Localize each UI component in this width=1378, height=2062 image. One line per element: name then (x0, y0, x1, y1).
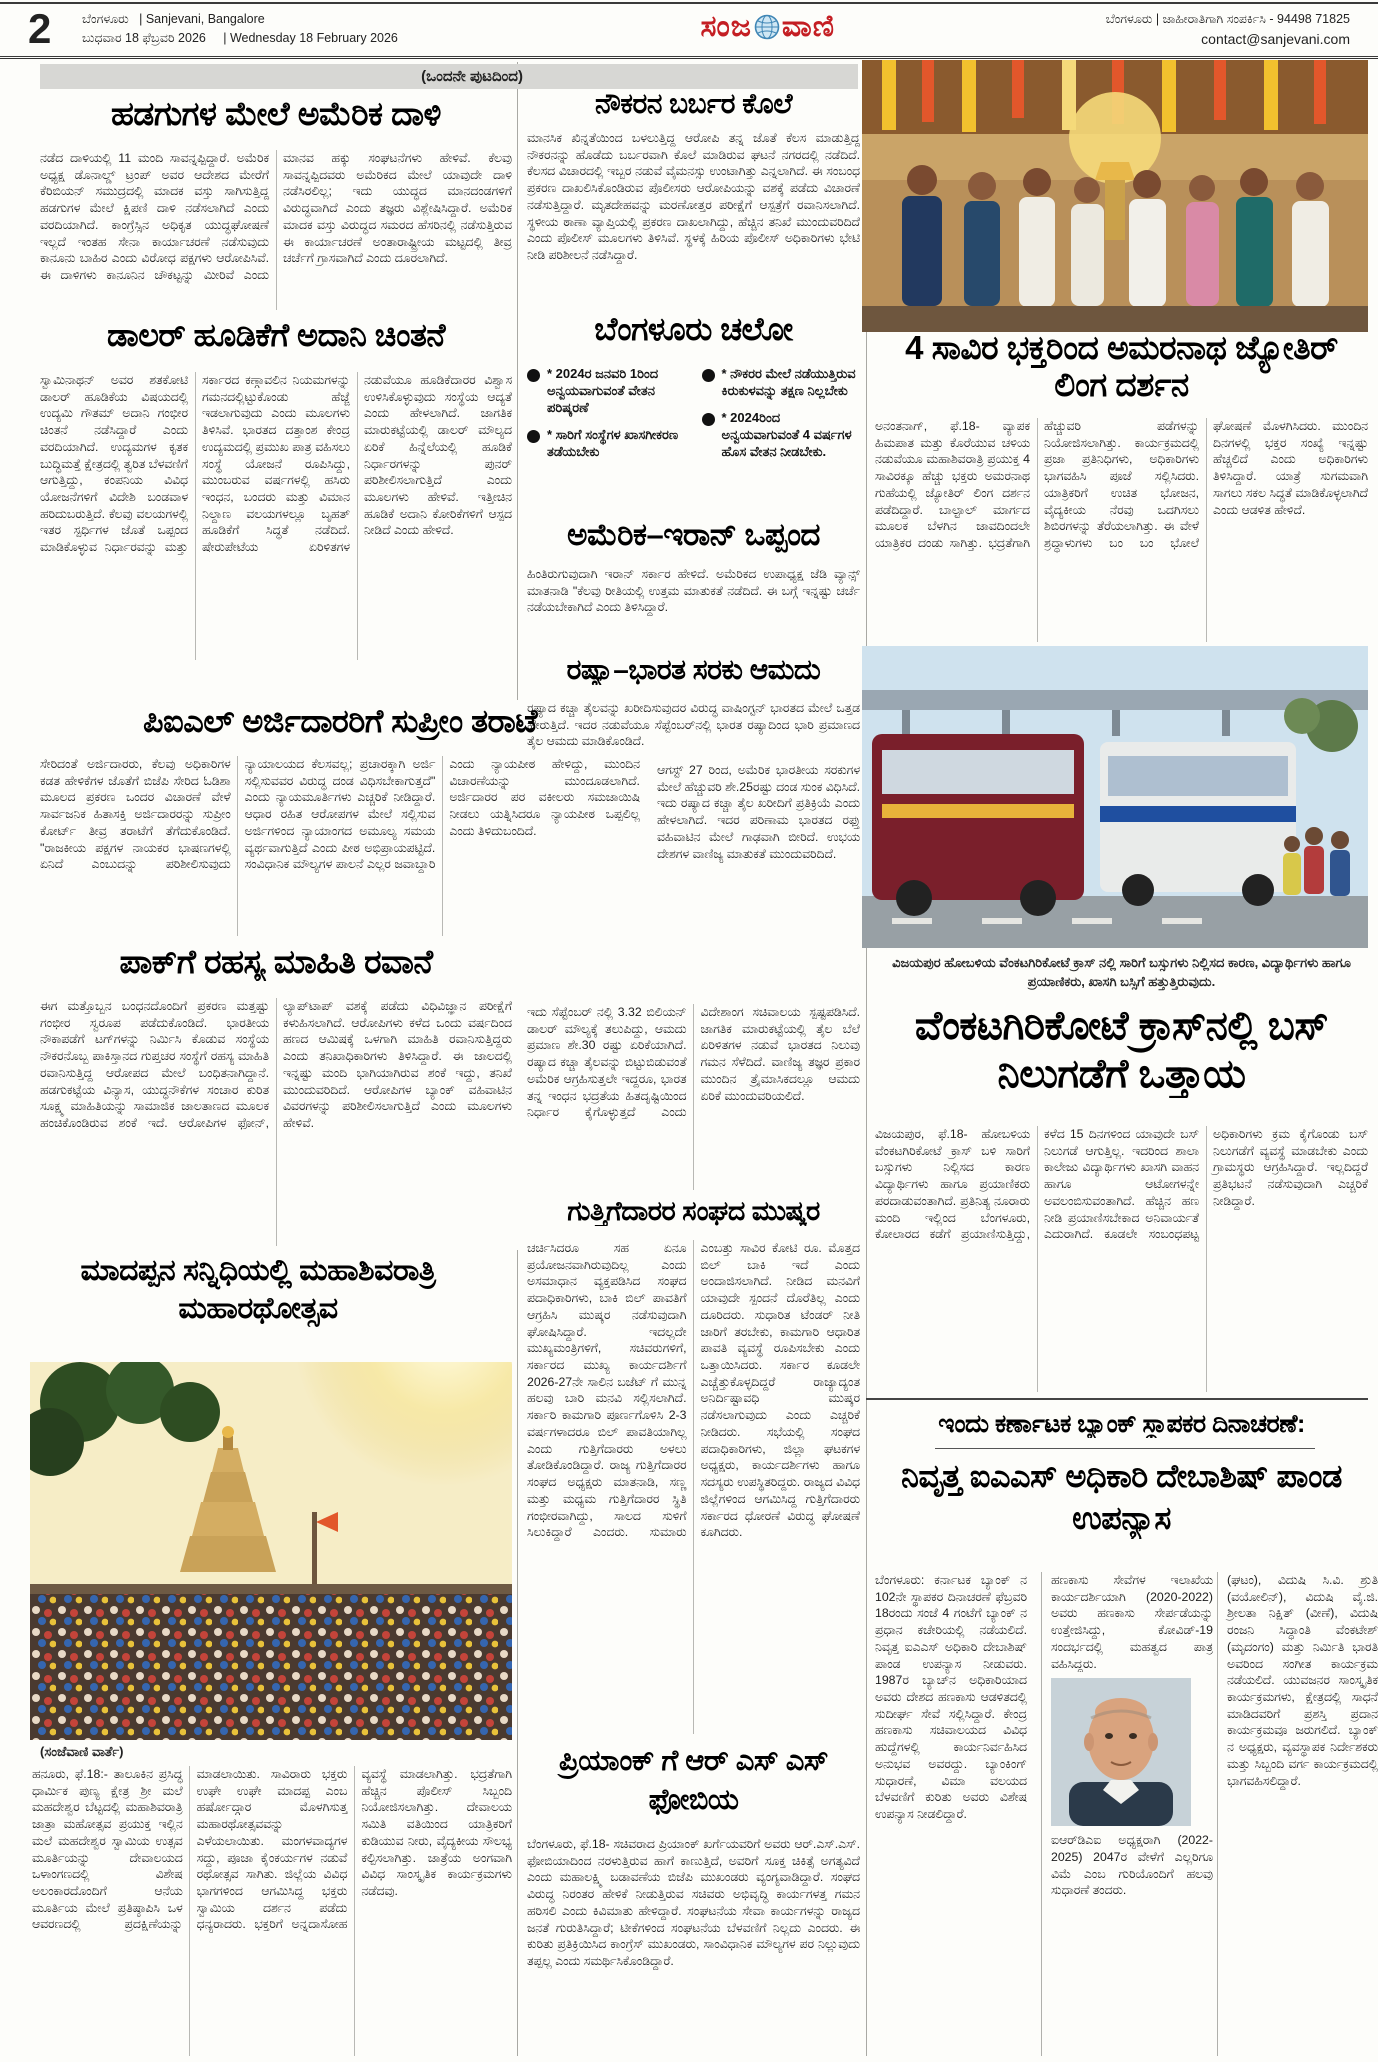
headline-amarnath: 4 ಸಾವಿರ ಭಕ್ತರಿಂದ ಅಮರನಾಥ ಜ್ಯೋತಿರ್ ಲಿಂಗ ದರ್ಶನ (905, 330, 1338, 403)
contact-info (990, 10, 1350, 50)
contact-email: contact@sanjevani.com (1201, 30, 1350, 47)
bank-col-3: (ಘಟಂ), ವಿದುಷಿ ಸಿ.ವಿ. ಶ್ರುತಿ (ವಯೋಲಿನ್), ವಿದುಷಿ ವೈ.ಜಿ. ಶ್ರೀಲತಾ ನಿಕ್ಷಿತ್ (ವೀಣೆ), ವಿದುಷಿ ರಂಜನಿ ಸಿದ್ಧಾಂತಿ ವೆಂಕಟೇಶ್ (ಮೃದಂಗಂ) ಮತ್ತು ನಿರ್ಮಿತಿ ಭಾರತಿ ಅವರಿಂದ ಸಂಗೀತ ಕಾರ್ಯಕ್ರಮ ನಡೆಯಲಿದೆ. ಯುವಜನರ ಸಾಂಸ್ಕೃತಿಕ ಕಾರ್ಯಕ್ರಮಗಳು, ಕ್ಷೇತ್ರದಲ್ಲಿ ಸಾಧನೆ ಮಾಡಿದವರಿಗೆ ಪ್ರಶಸ್ತಿ ಪ್ರದಾನ ಕಾರ್ಯಕ್ರಮವೂ ಜರುಗಲಿದೆ. ಬ್ಯಾಂಕ್ ನ ಅಧ್ಯಕ್ಷರು, ವ್ಯವಸ್ಥಾಪಕ ನಿರ್ದೇಶಕರು ಮತ್ತು ಸಿಬ್ಬಂದಿ ವರ್ಗ ಕಾರ್ಯಕ್ರಮದಲ್ಲಿ ಭಾಗವಹಿಸಲಿದ್ದಾರೆ. (1217, 1572, 1378, 2056)
body-russia-col-b: ಇದು ಸೆಪ್ಟೆಂಬರ್ ನಲ್ಲಿ 3.32 ಬಿಲಿಯನ್ ಡಾಲರ್ ಮೌಲ್ಯಕ್ಕೆ ತಲುಪಿದ್ದು, ಆಮದು ಪ್ರಮಾಣ ಶೇ.30 ರಷ್ಟು ಏರಿಕೆಯಾಗಿದೆ. ರಷ್ಯಾದ ಕಚ್ಚಾ ತೈಲವನ್ನು ಬಿಟ್ಟುಬಿಡುವಂತೆ ಅಮೆರಿಕ ಆಗ್ರಹಿಸುತ್ತಲೇ ಇದ್ದರೂ, ಭಾರತ ತನ್ನ ಇಂಧನ ಭದ್ರತೆಯ ಹಿತದೃಷ್ಟಿಯಿಂದ ನಿರ್ಧಾರ ಕೈಗೊಳ್ಳುತ್ತದೆ ಎಂದು ವಿದೇಶಾಂಗ ಸಚಿವಾಲಯ ಸ್ಪಷ್ಟಪಡಿಸಿದೆ. ಜಾಗತಿಕ ಮಾರುಕಟ್ಟೆಯಲ್ಲಿ ತೈಲ ಬೆಲೆ ಏರಿಳಿತಗಳ ನಡುವೆ ಭಾರತದ ನಿಲುವು ಗಮನ ಸೆಳೆದಿದೆ. ವಾಣಿಜ್ಯ ತಜ್ಞರ ಪ್ರಕಾರ ಮುಂದಿನ ತ್ರೈಮಾಸಿಕದಲ್ಲೂ ಆಮದು ಏರಿಕೆ ಮುಂದುವರಿಯಲಿದೆ. (527, 1005, 860, 1120)
body-pil: ಸೇರಿದಂತೆ ಅರ್ಜಿದಾರರು, ಕೆಲವು ಅಧಿಕಾರಿಗಳ ಕಡತ ಹೇಳಿಕೆಗಳ ಜೊತೆಗೆ ಬಿಜೆಪಿ ಸೇರಿದ ಓಡಿಶಾ ಮೂಲದ ಪ್ರಕರಣ ಒಂದರ ವಿಚಾರಣೆ ವೇಳೆ ಸಾರ್ವಜನಿಕ ಹಿತಾಸಕ್ತಿ ಅರ್ಜಿದಾರರನ್ನು ಸುಪ್ರೀಂ ಕೋರ್ಟ್ ತೀವ್ರ ತರಾಟೆಗೆ ತೆಗೆದುಕೊಂಡಿದೆ. "ರಾಜಕೀಯ ಪಕ್ಷಗಳ ನಾಯಕರ ಭಾಷಣಗಳಲ್ಲಿ ಏನಿದೆ ಎಂಬುದನ್ನು ಪರಿಶೀಲಿಸುವುದು ನ್ಯಾಯಾಲಯದ ಕೆಲಸವಲ್ಲ; ಪ್ರಚಾರಕ್ಕಾಗಿ ಅರ್ಜಿ ಸಲ್ಲಿಸುವವರ ವಿರುದ್ಧ ದಂಡ ವಿಧಿಸಬೇಕಾಗುತ್ತದೆ" ಎಂದು ನ್ಯಾಯಮೂರ್ತಿಗಳು ಎಚ್ಚರಿಕೆ ನೀಡಿದ್ದಾರೆ. ಆಧಾರ ರಹಿತ ಆರೋಪಗಳ ಮೇಲೆ ಸಲ್ಲಿಸುವ ಅರ್ಜಿಗಳಿಂದ ನ್ಯಾಯಾಂಗದ ಅಮೂಲ್ಯ ಸಮಯ ವ್ಯರ್ಥವಾಗುತ್ತಿದೆ ಎಂದು ಪೀಠ ಅಭಿಪ್ರಾಯಪಟ್ಟಿದೆ. ಸಂವಿಧಾನಿಕ ಮೌಲ್ಯಗಳ ಪಾಲನೆ ಎಲ್ಲರ ಜವಾಬ್ದಾರಿ ಎಂದು ನ್ಯಾಯಪೀಠ ಹೇಳಿದ್ದು, ಮುಂದಿನ ವಿಚಾರಣೆಯನ್ನು ಮುಂದೂಡಲಾಗಿದೆ. ಅರ್ಜಿದಾರರ ಪರ ವಕೀಲರು ಸಮಜಾಯಿಷಿ ನೀಡಲು ಯತ್ನಿಸಿದರೂ ನ್ಯಾಯಪೀಠ ಒಪ್ಪಲಿಲ್ಲ ಎಂದು ತಿಳಿದುಬಂದಿದೆ. (40, 757, 640, 872)
headline-pak-secret: ಪಾಕ್‌ಗೆ ರಹಸ್ಯ ಮಾಹಿತಿ ರವಾನೆ (119, 944, 433, 980)
bullet-icon (527, 369, 540, 382)
body-adani: ಸ್ವಾಮಿನಾಥನ್ ಅವರ ಶತಕೋಟಿ ಡಾಲರ್ ಹೂಡಿಕೆಯ ವಿಷಯದಲ್ಲಿ ಉದ್ಯಮಿ ಗೌತಮ್ ಅದಾನಿ ಗಂಭೀರ ಚಿಂತನೆ ನಡೆಸಿದ್ದಾರೆ ಎಂದು ವರದಿಯಾಗಿದೆ. ಉದ್ಯಮಗಳ ಕೃತಕ ಬುದ್ಧಿಮತ್ತೆ ಕ್ಷೇತ್ರದಲ್ಲಿ ತ್ವರಿತ ಬೆಳವಣಿಗೆ ಆಗುತ್ತಿದ್ದು, ಕಂಪನಿಯ ವಿವಿಧ ಯೋಜನೆಗಳಿಗೆ ವಿದೇಶಿ ಬಂಡವಾಳ ಹರಿದುಬರುತ್ತಿದೆ. ಕೆಲವು ವಲಯಗಳಲ್ಲಿ ಇತರ ಸ್ಪರ್ಧಿಗಳ ಜೊತೆ ಒಪ್ಪಂದ ಮಾಡಿಕೊಳ್ಳುವ ನಿರ್ಧಾರವನ್ನು ಮತ್ತು ಸರ್ಕಾರದ ಕಣ್ಗಾವಲಿನ ನಿಯಮಗಳನ್ನು ಗಮನದಲ್ಲಿಟ್ಟುಕೊಂಡು ಹೆಜ್ಜೆ ಇಡಲಾಗುವುದು ಎಂದು ಮೂಲಗಳು ತಿಳಿಸಿವೆ. ಭಾರತದ ದತ್ತಾಂಶ ಕೇಂದ್ರ ಉದ್ಯಮದಲ್ಲಿ ಪ್ರಮುಖ ಪಾತ್ರ ವಹಿಸಲು ಸಂಸ್ಥೆ ಯೋಜನೆ ರೂಪಿಸಿದ್ದು, ಮುಂಬರುವ ವರ್ಷಗಳಲ್ಲಿ ಹಸಿರು ಇಂಧನ, ಬಂದರು ಮತ್ತು ವಿಮಾನ ನಿಲ್ದಾಣ ವಲಯಗಳಲ್ಲೂ ಬೃಹತ್ ಹೂಡಿಕೆಗೆ ಸಿದ್ಧತೆ ನಡೆದಿದೆ. ಷೇರುಪೇಟೆಯ ಏರಿಳಿತಗಳ ನಡುವೆಯೂ ಹೂಡಿಕೆದಾರರ ವಿಶ್ವಾಸ ಉಳಿಸಿಕೊಳ್ಳುವುದು ಸಂಸ್ಥೆಯ ಆದ್ಯತೆ ಎಂದು ಹೇಳಲಾಗಿದೆ. ಜಾಗತಿಕ ಮಾರುಕಟ್ಟೆಯಲ್ಲಿ ಡಾಲರ್ ಮೌಲ್ಯದ ಏರಿಕೆ ಹಿನ್ನೆಲೆಯಲ್ಲಿ ಹೂಡಿಕೆ ನಿರ್ಧಾರಗಳನ್ನು ಪುನರ್ ಪರಿಶೀಲಿಸಲಾಗುತ್ತಿದೆ ಎಂದು ಮೂಲಗಳು ಹೇಳಿವೆ. ಇತ್ತೀಚಿನ ಹೂಡಿಕೆ ಅದಾನಿ ಕೋರಿಕೆಗಳಿಗೆ ಆಸ್ಪದ ನೀಡಿದೆ ಎಂದು ಹೇಳಿದೆ. (40, 373, 512, 555)
list-item: * 2024ರ ಜನವರಿ 1ರಿಂದ ಅನ್ವಯವಾಗುವಂತೆ ವೇತನ ಪರಿಷ್ಕರಣೆ (527, 366, 686, 417)
bank-article-columns (875, 1572, 1378, 2056)
headline-contractors-strike: ಗುತ್ತಿಗೆದಾರರ ಸಂಘದ ಮುಷ್ಕರ (567, 1196, 820, 1226)
headline-venkatagirikote: ವೆಂಕಟಗಿರಿಕೋಟೆ ಕ್ರಾಸ್‌ನಲ್ಲಿ ಬಸ್ ನಿಲುಗಡೆಗೆ ಒತ್ತಾಯ (914, 1004, 1329, 1096)
portrait-photo (1051, 1678, 1191, 1826)
bank-section-rule (866, 1398, 1368, 1400)
edition-info (82, 10, 502, 48)
column-rule-left-bottom (517, 1250, 518, 2056)
bank-col-1: ಬೆಂಗಳೂರು: ಕರ್ನಾಟಕ ಬ್ಯಾಂಕ್ ನ 102ನೇ ಸ್ಥಾಪಕರ ದಿನಾಚರಣೆ ಫೆಬ್ರವರಿ 18ರಂದು ಸಂಜೆ 4 ಗಂಟೆಗೆ ಬ್ಯಾಂಕ್ ನ ಪ್ರಧಾನ ಕಚೇರಿಯಲ್ಲಿ ನಡೆಯಲಿದೆ. ನಿವೃತ್ತ ಐಎಎಸ್ ಅಧಿಕಾರಿ ದೇಬಾಶಿಷ್ ಪಾಂಡ ಉಪನ್ಯಾಸ ನೀಡುವರು. 1987ರ ಬ್ಯಾಚ್‌ನ ಅಧಿಕಾರಿಯಾದ ಅವರು ದೇಶದ ಹಣಕಾಸು ಆಡಳಿತದಲ್ಲಿ ಸುದೀರ್ಘ ಸೇವೆ ಸಲ್ಲಿಸಿದ್ದಾರೆ. ಕೇಂದ್ರ ಹಣಕಾಸು ಸಚಿವಾಲಯದ ವಿವಿಧ ಹುದ್ದೆಗಳಲ್ಲಿ ಕಾರ್ಯನಿರ್ವಹಿಸಿದ ಅನುಭವ ಅವರದ್ದು. ಬ್ಯಾಂಕಿಂಗ್ ಸುಧಾರಣೆ, ವಿಮಾ ವಲಯದ ಬೆಳವಣಿಗೆ ಕುರಿತು ಅವರು ವಿಶೇಷ ಉಪನ್ಯಾಸ ನೀಡಲಿದ್ದಾರೆ. (875, 1573, 1027, 1822)
edition-city: ಬೆಂಗಳೂರು (82, 12, 129, 26)
body-russia-col-a: ಆಗಸ್ಟ್ 27 ರಿಂದ, ಅಮೆರಿಕ ಭಾರತೀಯ ಸರಕುಗಳ ಮೇಲೆ ಹೆಚ್ಚುವರಿ ಶೇ.25ರಷ್ಟು ದಂಡ ಸುಂಕ ವಿಧಿಸಿದೆ. ಇದು ರಷ್ಯಾದ ಕಚ್ಚಾ ತೈಲ ಖರೀದಿಗೆ ಪ್ರತಿಕ್ರಿಯೆ ಎಂದು ಹೇಳಲಾಗಿದೆ. ಇದರ ಪರಿಣಾಮ ಭಾರತದ ರಫ್ತು ವಹಿವಾಟಿನ ಮೇಲೆ ಗಾಢವಾಗಿ ಬೀರಿದೆ. ಉಭಯ ದೇಶಗಳ ವಾಣಿಜ್ಯ ಮಾತುಕತೆ ಮುಂದುವರಿದಿದೆ. (657, 763, 860, 861)
body-murder: ಮಾನಸಿಕ ಖಿನ್ನತೆಯಿಂದ ಬಳಲುತ್ತಿದ್ದ ಆರೋಪಿ ತನ್ನ ಜೊತೆ ಕೆಲಸ ಮಾಡುತ್ತಿದ್ದ ನೌಕರನನ್ನು ಹೊಡೆದು ಬರ್ಬರವಾಗಿ ಕೊಲೆ ಮಾಡಿರುವ ಘಟನೆ ನಗರದಲ್ಲಿ ನಡೆದಿದೆ. ಕೆಲಸದ ವಿಚಾರದಲ್ಲಿ ಇಬ್ಬರ ನಡುವೆ ವೈಮನಸ್ಸು ಉಂಟಾಗಿತ್ತು ಎನ್ನಲಾಗಿದೆ. ಈ ಸಂಬಂಧ ಪ್ರಕರಣ ದಾಖಲಿಸಿಕೊಂಡಿರುವ ಪೊಲೀಸರು ಆರೋಪಿಯನ್ನು ವಶಕ್ಕೆ ಪಡೆದು ವಿಚಾರಣೆ ನಡೆಸುತ್ತಿದ್ದಾರೆ. ಮೃತದೇಹವನ್ನು ಮರಣೋತ್ತರ ಪರೀಕ್ಷೆಗೆ ಆಸ್ಪತ್ರೆಗೆ ರವಾನಿಸಲಾಗಿದೆ. ಸ್ಥಳೀಯ ಠಾಣಾ ವ್ಯಾಪ್ತಿಯಲ್ಲಿ ಪ್ರಕರಣ ದಾಖಲಾಗಿದ್ದು, ಹೆಚ್ಚಿನ ತನಿಖೆ ಮುಂದುವರಿದಿದೆ ಎಂದು ಪೊಲೀಸ್ ಮೂಲಗಳು ತಿಳಿಸಿವೆ. ಸ್ಥಳಕ್ಕೆ ಹಿರಿಯ ಪೊಲೀಸ್ ಅಧಿಕಾರಿಗಳು ಭೇಟಿ ನೀಡಿ ಪರಿಶೀಲನೆ ನಡೆಸಿದ್ದಾರೆ. (527, 131, 860, 263)
date-english: | Wednesday 18 February 2026 (223, 30, 398, 45)
list-item: * 2024ರಿಂದ ಅನ್ವಯವಾಗುವಂತೆ 4 ವರ್ಷಗಳ ಹೊಸ ವೇತನ ನೀಡಬೇಕು. (702, 410, 861, 461)
header-double-rule (0, 58, 1378, 59)
continued-from-bar (40, 64, 858, 89)
bank-kicker-underline (935, 1448, 1315, 1449)
column-rule-left-top (517, 62, 518, 700)
bullet-icon (702, 369, 715, 382)
bullet-icon (527, 430, 540, 443)
list-item: * ನೌಕರರ ಮೇಲೆ ನಡೆಯುತ್ತಿರುವ ಕಿರುಕುಳವನ್ನು ತಕ್ಷಣ ನಿಲ್ಲಬೇಕು (702, 366, 861, 400)
body-amarnath: ಅನಂತನಾಗ್, ಫೆ.18- ವ್ಯಾಪಕ ಹಿಮಪಾತ ಮತ್ತು ಕೊರೆಯುವ ಚಳಿಯ ನಡುವೆಯೂ ಮಹಾಶಿವರಾತ್ರಿ ಪ್ರಯುಕ್ತ 4 ಸಾವಿರಕ್ಕೂ ಹೆಚ್ಚು ಭಕ್ತರು ಅಮರನಾಥ ಗುಹೆಯಲ್ಲಿ ಜ್ಯೋತಿರ್ ಲಿಂಗ ದರ್ಶನ ಪಡೆದಿದ್ದಾರೆ. ಬಾಲ್ಟಾಲ್ ಮಾರ್ಗದ ಮೂಲಕ ಬೆಳಗಿನ ಜಾವದಿಂದಲೇ ಯಾತ್ರಿಕರ ದಂಡು ಸಾಗಿತ್ತು. ಭದ್ರತೆಗಾಗಿ ಹೆಚ್ಚುವರಿ ಪಡೆಗಳನ್ನು ನಿಯೋಜಿಸಲಾಗಿತ್ತು. ಕಾರ್ಯಕ್ರಮದಲ್ಲಿ ಪ್ರಜಾ ಪ್ರತಿನಿಧಿಗಳು, ಅಧಿಕಾರಿಗಳು ಭಾಗವಹಿಸಿ ಪೂಜೆ ಸಲ್ಲಿಸಿದರು. ಯಾತ್ರಿಕರಿಗೆ ಉಚಿತ ಭೋಜನ, ವೈದ್ಯಕೀಯ ನೆರವು ಒದಗಿಸಲು ಶಿಬಿರಗಳನ್ನು ತೆರೆಯಲಾಗಿತ್ತು. ಈ ವೇಳೆ ಶ್ರದ್ಧಾಳುಗಳು ಬಂ ಬಂ ಭೋಲೆ ಘೋಷಣೆ ಮೊಳಗಿಸಿದರು. ಮುಂದಿನ ದಿನಗಳಲ್ಲಿ ಭಕ್ತರ ಸಂಖ್ಯೆ ಇನ್ನಷ್ಟು ಹೆಚ್ಚಲಿದೆ ಎಂದು ಅಧಿಕಾರಿಗಳು ತಿಳಿಸಿದ್ದಾರೆ. ಯಾತ್ರೆ ಸುಗಮವಾಗಿ ಸಾಗಲು ಸಕಲ ಸಿದ್ಧತೆ ಮಾಡಿಕೊಳ್ಳಲಾಗಿದೆ ಎಂದು ಆಡಳಿತ ಹೇಳಿದೆ. (875, 419, 1368, 551)
bus-photo-caption: ವಿಜಯಪುರ ಹೋಬಳಿಯ ವೆಂಕಟಗಿರಿಕೋಟೆ ಕ್ರಾಸ್ ನಲ್ಲಿ ಸಾರಿಗೆ ಬಸ್ಸುಗಳು ನಿಲ್ಲಿಸದ ಕಾರಣ, ವಿದ್ಯಾರ್ಥಿಗಳು ಹಾಗೂ ಪ್ರಯಾಣಿಕರು, ಖಾಸಗಿ ಬಸ್ಸಿಗೆ ಹತ್ತುತ್ತಿರುವುದು. (892, 955, 1351, 989)
bullet-icon (702, 413, 715, 426)
headline-madappa: ಮಾದಪ್ಪನ ಸನ್ನಿಧಿಯಲ್ಲಿ ಮಹಾಶಿವರಾತ್ರಿ ಮಹಾರಥೋತ್ಸವ (80, 1254, 436, 1325)
headline-us-attack: ಹಡಗುಗಳ ಮೇಲೆ ಅಮೆರಿಕ ದಾಳಿ (110, 96, 442, 132)
body-madappa: ಹನೂರು, ಫೆ.18:- ತಾಲೂಕಿನ ಪ್ರಸಿದ್ಧ ಧಾರ್ಮಿಕ ಪುಣ್ಯ ಕ್ಷೇತ್ರ ಶ್ರೀ ಮಲೆ ಮಹದೇಶ್ವರ ಬೆಟ್ಟದಲ್ಲಿ ಮಹಾಶಿವರಾತ್ರಿ ಜಾತ್ರಾ ಮಹೋತ್ಸವ ಪ್ರಯುಕ್ತ ಇಲ್ಲಿನ ಮಲೆ ಮಹದೇಶ್ವರ ಸ್ವಾಮಿಯ ಉತ್ಸವ ಮೂರ್ತಿಯನ್ನು ದೇವಾಲಯದ ಒಳಾಂಗಣದಲ್ಲಿ ವಿಶೇಷ ಅಲಂಕಾರದೊಂದಿಗೆ ಆನೆಯ ಮೂರ್ತಿಯ ಮೇಲೆ ಪ್ರತಿಷ್ಠಾಪಿಸಿ ಒಳ ಆವರಣದಲ್ಲಿ ಪ್ರದಕ್ಷಿಣೆಯನ್ನು ಮಾಡಲಾಯಿತು. ಸಾವಿರಾರು ಭಕ್ತರು ಉಘೇ ಉಘೇ ಮಾದಪ್ಪ ಎಂಬ ಹರ್ಷೋದ್ಗಾರ ಮೊಳಗಿಸುತ್ತ ಮಹಾರಥೋತ್ಸವವನ್ನು ಎಳೆಯಲಾಯಿತು. ಮಂಗಳವಾದ್ಯಗಳ ಸದ್ದು, ಪೂಜಾ ಕೈಂಕರ್ಯಗಳ ನಡುವೆ ರಥೋತ್ಸವ ಸಾಗಿತು. ಜಿಲ್ಲೆಯ ವಿವಿಧ ಭಾಗಗಳಿಂದ ಆಗಮಿಸಿದ್ದ ಭಕ್ತರು ಸ್ವಾಮಿಯ ದರ್ಶನ ಪಡೆದು ಧನ್ಯರಾದರು. ಭಕ್ತರಿಗೆ ಅನ್ನದಾಸೋಹ ವ್ಯವಸ್ಥೆ ಮಾಡಲಾಗಿತ್ತು. ಭದ್ರತೆಗಾಗಿ ಹೆಚ್ಚಿನ ಪೊಲೀಸ್ ಸಿಬ್ಬಂದಿ ನಿಯೋಜಿಸಲಾಗಿತ್ತು. ದೇವಾಲಯ ಸಮಿತಿ ವತಿಯಿಂದ ಯಾತ್ರಿಕರಿಗೆ ಕುಡಿಯುವ ನೀರು, ವೈದ್ಯಕೀಯ ಸೌಲಭ್ಯ ಕಲ್ಪಿಸಲಾಗಿತ್ತು. ಜಾತ್ರೆಯ ಅಂಗವಾಗಿ ವಿವಿಧ ಸಾಂಸ್ಕೃತಿಕ ಕಾರ್ಯಕ್ರಮಗಳು ನಡೆದವು. (32, 1767, 512, 1932)
headline-pil: ಪಿಐಎಲ್ ಅರ್ಜಿದಾರರಿಗೆ ಸುಪ್ರೀಂ ತರಾಟೆ (143, 704, 537, 739)
body-venkatagirikote: ವಿಜಯಪುರ, ಫೆ.18- ಹೋಬಳಿಯ ವೆಂಕಟಗಿರಿಕೋಟೆ ಕ್ರಾಸ್ ಬಳಿ ಸಾರಿಗೆ ಬಸ್ಸುಗಳು ನಿಲ್ಲಿಸದ ಕಾರಣ ವಿದ್ಯಾರ್ಥಿಗಳು ಹಾಗೂ ಪ್ರಯಾಣಿಕರು ಪರದಾಡುವಂತಾಗಿದೆ. ಪ್ರತಿನಿತ್ಯ ನೂರಾರು ಮಂದಿ ಇಲ್ಲಿಂದ ಬೆಂಗಳೂರು, ಕೋಲಾರದ ಕಡೆಗೆ ಪ್ರಯಾಣಿಸುತ್ತಿದ್ದು, ಕಳೆದ 15 ದಿನಗಳಿಂದ ಯಾವುದೇ ಬಸ್ ನಿಲುಗಡೆ ಆಗುತ್ತಿಲ್ಲ. ಇದರಿಂದ ಶಾಲಾ ಕಾಲೇಜು ವಿದ್ಯಾರ್ಥಿಗಳು ಖಾಸಗಿ ವಾಹನ ಹಾಗೂ ಆಟೋಗಳನ್ನೇ ಅವಲಂಬಿಸುವಂತಾಗಿದೆ. ಹೆಚ್ಚಿನ ಹಣ ನೀಡಿ ಪ್ರಯಾಣಿಸಬೇಕಾದ ಅನಿವಾರ್ಯತೆ ಎದುರಾಗಿದೆ. ಕೂಡಲೇ ಸಂಬಂಧಪಟ್ಟ ಅಧಿಕಾರಿಗಳು ಕ್ರಮ ಕೈಗೊಂಡು ಬಸ್ ನಿಲುಗಡೆಗೆ ವ್ಯವಸ್ಥೆ ಮಾಡಬೇಕು ಎಂದು ಗ್ರಾಮಸ್ಥರು ಆಗ್ರಹಿಸಿದ್ದಾರೆ. ಇಲ್ಲದಿದ್ದರೆ ಪ್ರತಿಭಟನೆ ನಡೆಸುವುದಾಗಿ ಎಚ್ಚರಿಕೆ ನೀಡಿದ್ದಾರೆ. (875, 1127, 1368, 1242)
list-item: * ಸಾರಿಗೆ ಸಂಸ್ಥೆಗಳ ಖಾಸಗೀಕರಣ ತಡೆಯಬೇಕು (527, 427, 686, 461)
masthead-logo (545, 10, 835, 44)
news-credit: (ಸಂಜೆವಾಣಿ ವಾರ್ತೆ) (40, 1744, 124, 1759)
body-pak-secret: ಈಗ ಮತ್ತೊಬ್ಬನ ಬಂಧನದೊಂದಿಗೆ ಪ್ರಕರಣ ಮತ್ತಷ್ಟು ಗಂಭೀರ ಸ್ವರೂಪ ಪಡೆದುಕೊಂಡಿದೆ. ಭಾರತೀಯ ನೌಕಾಪಡೆಗೆ ಟಗ್‌ಗಳನ್ನು ನಿರ್ಮಿಸಿ ಕೊಡುವ ಸಂಸ್ಥೆಯ ನೌಕರನೊಬ್ಬ ಪಾಕಿಸ್ತಾನದ ಗುಪ್ತಚರ ಸಂಸ್ಥೆಗೆ ರಹಸ್ಯ ಮಾಹಿತಿ ರವಾನಿಸುತ್ತಿದ್ದ ಆರೋಪದ ಮೇಲೆ ಬಂಧಿತನಾಗಿದ್ದಾನೆ. ಹಡಗುಕಟ್ಟೆಯ ವಿನ್ಯಾಸ, ಯುದ್ಧನೌಕೆಗಳ ಸಂಚಾರ ಕುರಿತ ಸೂಕ್ಷ್ಮ ಮಾಹಿತಿಯನ್ನು ಸಾಮಾಜಿಕ ಜಾಲತಾಣದ ಮೂಲಕ ಹಂಚಿಕೊಂಡಿರುವ ಶಂಕೆ ಇದೆ. ಆರೋಪಿಗಳ ಫೋನ್, ಲ್ಯಾಪ್‌ಟಾಪ್ ವಶಕ್ಕೆ ಪಡೆದು ವಿಧಿವಿಜ್ಞಾನ ಪರೀಕ್ಷೆಗೆ ಕಳುಹಿಸಲಾಗಿದೆ. ಆರೋಪಿಗಳು ಕಳೆದ ಒಂದು ವರ್ಷದಿಂದ ಹಣದ ಆಮಿಷಕ್ಕೆ ಒಳಗಾಗಿ ಮಾಹಿತಿ ರವಾನಿಸುತ್ತಿದ್ದರು ಎಂದು ತನಿಖಾಧಿಕಾರಿಗಳು ತಿಳಿಸಿದ್ದಾರೆ. ಈ ಜಾಲದಲ್ಲಿ ಇನ್ನಷ್ಟು ಮಂದಿ ಭಾಗಿಯಾಗಿರುವ ಶಂಕೆ ಇದ್ದು, ತನಿಖೆ ಮುಂದುವರಿದಿದೆ. ಆರೋಪಿಗಳ ಬ್ಯಾಂಕ್ ವಹಿವಾಟಿನ ವಿವರಗಳನ್ನು ಪರಿಶೀಲಿಸಲಾಗುತ್ತಿದೆ ಎಂದು ಮೂಲಗಳು ಹೇಳಿವೆ. (40, 999, 512, 1131)
headline-bank-kicker: ಇಂದು ಕರ್ಣಾಟಕ ಬ್ಯಾಂಕ್ ಸ್ಥಾಪಕರ ದಿನಾಚರಣೆ: (938, 1410, 1305, 1438)
bank-col-2-text-a: ಹಣಕಾಸು ಸೇವೆಗಳ ಇಲಾಖೆಯ ಕಾರ್ಯದರ್ಶಿಯಾಗಿ (2020-2022) ಅವರು ಹಣಕಾಸು ಸೇರ್ಪಡೆಯನ್ನು ಉತ್ತೇಜಿಸಿದ್ದು, ಕೋವಿಡ್-19 ಸಂದರ್ಭದಲ್ಲಿ ಮಹತ್ವದ ಪಾತ್ರ ವಹಿಸಿದ್ದರು. (1051, 1573, 1213, 1671)
headline-murder: ನೌಕರನ ಬರ್ಬರ ಕೊಲೆ (594, 88, 793, 119)
body-us-iran: ಹಿಂತಿರುಗುವುದಾಗಿ ಇರಾನ್ ಸರ್ಕಾರ ಹೇಳಿದೆ. ಅಮೆರಿಕದ ಉಪಾಧ್ಯಕ್ಷ ಜೆಡಿ ವ್ಯಾನ್ಸ್ ಮಾತನಾಡಿ "ಕೆಲವು ರೀತಿಯಲ್ಲಿ ಉತ್ತಮ ಮಾತುಕತೆ ನಡೆದಿದೆ. ಈ ಬಗ್ಗೆ ಇನ್ನಷ್ಟು ಚರ್ಚೆ ನಡೆಯಬೇಕಾಗಿದೆ ಎಂದು ತಿಳಿಸಿದ್ದಾರೆ. (527, 567, 860, 615)
globe-icon (754, 14, 780, 40)
bengaluru-chalo-bullets (527, 366, 860, 516)
temple-photo (30, 1362, 512, 1740)
headline-bengaluru-chalo: ಬೆಂಗಳೂರು ಚಲೋ (594, 312, 793, 347)
body-russia-lead: ರಷ್ಯಾದ ಕಚ್ಚಾ ತೈಲವನ್ನು ಖರೀದಿಸುವುದರ ವಿರುದ್ಧ ವಾಷಿಂಗ್ಟನ್ ಭಾರತದ ಮೇಲೆ ಒತ್ತಡ ಹೇರುತ್ತಿದೆ. ಇದರ ನಡುವೆಯೂ ಸೆಪ್ಟೆಂಬರ್‌ನಲ್ಲಿ ಭಾರತ ರಷ್ಯಾದಿಂದ ಭಾರಿ ಪ್ರಮಾಣದ ತೈಲ ಆಮದು ಮಾಡಿಕೊಂಡಿದೆ. (527, 701, 860, 749)
bus-photo (862, 646, 1368, 948)
continued-from-label: (ಒಂದನೇ ಪುಟದಿಂದ) (421, 68, 523, 85)
event-photo (862, 60, 1368, 332)
date-kannada: ಬುಧವಾರ 18 ಫೆಬ್ರವರಿ 2026 (82, 30, 206, 45)
headline-adani: ಡಾಲರ್ ಹೂಡಿಕೆಗೆ ಅದಾನಿ ಚಿಂತನೆ (107, 318, 445, 353)
headline-bank-lecture: ನಿವೃತ್ತ ಐಎಎಸ್ ಅಧಿಕಾರಿ ದೇಬಾಶಿಷ್ ಪಾಂಡ ಉಪನ್ಯಾಸ (901, 1458, 1342, 1536)
column-rule-right (866, 62, 867, 2056)
masthead-text-right: ವಾಣಿ (781, 10, 835, 43)
masthead-text-left: ಸಂಜ (700, 10, 752, 43)
body-priyank: ಬೆಂಗಳೂರು, ಫೆ.18- ಸಚಿವರಾದ ಪ್ರಿಯಾಂಕ್ ಖರ್ಗೆಯವರಿಗೆ ಅವರು ಆರ್.ಎಸ್.ಎಸ್. ಫೋಬಿಯಾದಿಂದ ನರಳುತ್ತಿರುವ ಹಾಗೆ ಕಾಣುತ್ತಿದೆ, ಅವರಿಗೆ ಸೂಕ್ತ ಚಿಕಿತ್ಸೆ ಅಗತ್ಯವಿದೆ ಎಂದು ಮಹಾಲಕ್ಷ್ಮಿ ಬಡಾವಣೆಯ ಬಿಜೆಪಿ ಮುಖಂಡರು ವ್ಯಂಗ್ಯವಾಡಿದ್ದಾರೆ. ಸಂಘದ ವಿರುದ್ಧ ನಿರಂತರ ಹೇಳಿಕೆ ನೀಡುತ್ತಿರುವ ಸಚಿವರು ಅಭಿವೃದ್ಧಿ ಕಾರ್ಯಗಳತ್ತ ಗಮನ ಹರಿಸಲಿ ಎಂದು ಕಿವಿಮಾತು ಹೇಳಿದ್ದಾರೆ. ಸಂಘಟನೆಯ ಸೇವಾ ಕಾರ್ಯಗಳನ್ನು ರಾಜ್ಯದ ಜನತೆ ಗುರುತಿಸಿದ್ದಾರೆ; ಟೀಕೆಗಳಿಂದ ಸಂಘಟನೆಯ ಬೆಳವಣಿಗೆ ನಿಲ್ಲದು ಎಂದರು. ಈ ಕುರಿತು ಪ್ರತಿಕ್ರಿಯಿಸಿದ ಕಾಂಗ್ರೆಸ್ ಮುಖಂಡರು, ಸಾಂವಿಧಾನಿಕ ಮೌಲ್ಯಗಳ ಪರ ನಿಲ್ಲುವುದು ತಪ್ಪಲ್ಲ ಎಂದು ಸಮರ್ಥಿಸಿಕೊಂಡಿದ್ದಾರೆ. (527, 1837, 860, 1969)
body-contractors-strike: ಚರ್ಚಿಸಿದರೂ ಸಹ ಏನೂ ಪ್ರಯೋಜನವಾಗಿರುವುದಿಲ್ಲ ಎಂದು ಅಸಮಾಧಾನ ವ್ಯಕ್ತಪಡಿಸಿದ ಸಂಘದ ಪದಾಧಿಕಾರಿಗಳು, ಬಾಕಿ ಬಿಲ್ ಪಾವತಿಗೆ ಆಗ್ರಹಿಸಿ ಮುಷ್ಕರ ನಡೆಸುವುದಾಗಿ ಘೋಷಿಸಿದ್ದಾರೆ. ಇದಲ್ಲದೇ ಮುಖ್ಯಮಂತ್ರಿಗಳಿಗೆ, ಸಚಿವರುಗಳಿಗೆ, ಸರ್ಕಾರದ ಮುಖ್ಯ ಕಾರ್ಯದರ್ಶಿಗೆ 2026-27ನೇ ಸಾಲಿನ ಬಜೆಟ್ ಗೆ ಮುನ್ನ ಹಲವು ಬಾರಿ ಮನವಿ ಸಲ್ಲಿಸಲಾಗಿದೆ. ಸರ್ಕಾರಿ ಕಾಮಗಾರಿ ಪೂರ್ಣಗೊಳಿಸಿ 2-3 ವರ್ಷಗಳಾದರೂ ಬಿಲ್ ಪಾವತಿಯಾಗಿಲ್ಲ ಎಂದು ಗುತ್ತಿಗೆದಾರರು ಅಳಲು ತೋಡಿಕೊಂಡಿದ್ದಾರೆ. ರಾಜ್ಯ ಗುತ್ತಿಗೆದಾರರ ಸಂಘದ ಅಧ್ಯಕ್ಷರು ಮಾತನಾಡಿ, ಸಣ್ಣ ಮತ್ತು ಮಧ್ಯಮ ಗುತ್ತಿಗೆದಾರರ ಸ್ಥಿತಿ ಗಂಭೀರವಾಗಿದ್ದು, ಸಾಲದ ಸುಳಿಗೆ ಸಿಲುಕಿದ್ದಾರೆ ಎಂದರು. ಸುಮಾರು ಎಂಬತ್ತು ಸಾವಿರ ಕೋಟಿ ರೂ. ಮೊತ್ತದ ಬಿಲ್ ಬಾಕಿ ಇದೆ ಎಂದು ಅಂದಾಜಿಸಲಾಗಿದೆ. ನೀಡಿದ ಮನವಿಗೆ ಯಾವುದೇ ಸ್ಪಂದನೆ ದೊರೆತಿಲ್ಲ ಎಂದು ದೂರಿದರು. ಸುಧಾರಿತ ಟೆಂಡರ್ ನೀತಿ ಜಾರಿಗೆ ತರಬೇಕು, ಕಾಮಗಾರಿ ಆಧಾರಿತ ಪಾವತಿ ವ್ಯವಸ್ಥೆ ರೂಪಿಸಬೇಕು ಎಂದು ಒತ್ತಾಯಿಸಿದರು. ಸರ್ಕಾರ ಕೂಡಲೇ ಎಚ್ಚೆತ್ತುಕೊಳ್ಳದಿದ್ದರೆ ರಾಜ್ಯಾದ್ಯಂತ ಅನಿರ್ದಿಷ್ಟಾವಧಿ ಮುಷ್ಕರ ನಡೆಸಲಾಗುವುದು ಎಂದು ಎಚ್ಚರಿಕೆ ನೀಡಿದರು. ಸಭೆಯಲ್ಲಿ ಸಂಘದ ಪದಾಧಿಕಾರಿಗಳು, ಜಿಲ್ಲಾ ಘಟಕಗಳ ಅಧ್ಯಕ್ಷರು, ಕಾರ್ಯದರ್ಶಿಗಳು ಹಾಗೂ ಸದಸ್ಯರು ಉಪಸ್ಥಿತರಿದ್ದರು. ರಾಜ್ಯದ ವಿವಿಧ ಜಿಲ್ಲೆಗಳಿಂದ ಆಗಮಿಸಿದ್ದ ಗುತ್ತಿಗೆದಾರರು ಸರ್ಕಾರದ ಧೋರಣೆ ವಿರುದ್ಧ ಘೋಷಣೆ ಕೂಗಿದರು. (527, 1241, 860, 1540)
bank-col-2 (1041, 1572, 1213, 2056)
page-number: 2 (28, 5, 52, 52)
body-us-attack: ನಡೆದ ದಾಳಿಯಲ್ಲಿ 11 ಮಂದಿ ಸಾವನ್ನಪ್ಪಿದ್ದಾರೆ. ಅಮೆರಿಕ ಅಧ್ಯಕ್ಷ ಡೊನಾಲ್ಡ್ ಟ್ರಂಪ್ ಅವರ ಆದೇಶದ ಮೇರೆಗೆ ಕೆರಿಬಿಯನ್ ಸಮುದ್ರದಲ್ಲಿ ಮಾದಕ ವಸ್ತು ಸಾಗಿಸುತ್ತಿದ್ದ ಹಡಗುಗಳ ಮೇಲೆ ಕ್ಷಿಪಣಿ ದಾಳಿ ನಡೆಸಲಾಗಿದೆ ಎಂದು ವರದಿಯಾಗಿದೆ. ಕಾಂಗ್ರೆಸ್ಸಿನ ಅಧಿಕೃತ ಯುದ್ಧಘೋಷಣೆ ಇಲ್ಲದೆ ಇಂತಹ ಸೇನಾ ಕಾರ್ಯಾಚರಣೆ ನಡೆಸುವುದು ಕಾನೂನು ಬಾಹಿರ ಎಂದು ವಿರೋಧ ಪಕ್ಷಗಳು ಆರೋಪಿಸಿವೆ. ಈ ದಾಳಿಗಳು ಕಾನೂನಿನ ಚೌಕಟ್ಟನ್ನು ಮೀರಿವೆ ಎಂದು ಮಾನವ ಹಕ್ಕು ಸಂಘಟನೆಗಳು ಹೇಳಿವೆ. ಕೆಲವು ಸಾವನ್ನಪ್ಪಿದವರು ಅಮೆರಿಕದ ಮೇಲೆ ಯಾವುದೇ ದಾಳಿ ನಡೆಸಿರಲಿಲ್ಲ; ಇದು ಯುದ್ಧದ ಮಾನದಂಡಗಳಿಗೆ ವಿರುದ್ಧವಾಗಿದೆ ಎಂದು ತಜ್ಞರು ವಿಶ್ಲೇಷಿಸಿದ್ದಾರೆ. ಅಮೆರಿಕ ಮಾದಕ ವಸ್ತು ವಿರುದ್ಧದ ಸಮರದ ಹೆಸರಿನಲ್ಲಿ ನಡೆಸುತ್ತಿರುವ ಈ ಕಾರ್ಯಾಚರಣೆ ಅಂತಾರಾಷ್ಟ್ರೀಯ ಮಟ್ಟದಲ್ಲಿ ತೀವ್ರ ಚರ್ಚೆಗೆ ಗ್ರಾಸವಾಗಿದೆ ಎಂದು ದೂರಲಾಗಿದೆ. (40, 151, 512, 283)
edition-name: | Sanjevani, Bangalore (139, 12, 265, 26)
bank-col-2-text-b: ಐಆರ್‌ಡಿಎಐ ಅಧ್ಯಕ್ಷರಾಗಿ (2022-2025) 2047ರ ವೇಳೆಗೆ ಎಲ್ಲರಿಗೂ ವಿಮೆ ಎಂಬ ಗುರಿಯೊಂದಿಗೆ ಹಲವು ಸುಧಾರಣೆ ತಂದರು. (1051, 1833, 1213, 1898)
advert-contact-line: ಬೆಂಗಳೂರು | ಜಾಹೀರಾತಿಗಾಗಿ ಸಂಪರ್ಕಿಸಿ - 94498 71825 (1105, 12, 1350, 26)
headline-priyank: ಪ್ರಿಯಾಂಕ್ ಗೆ ಆರ್ ಎಸ್ ಎಸ್ ಫೋಬಿಯ (558, 1745, 829, 1817)
headline-us-iran: ಅಮೆರಿಕ–ಇರಾನ್ ಒಪ್ಪಂದ (567, 518, 820, 552)
headline-russia-import: ರಷ್ಯಾ–ಭಾರತ ಸರಕು ಆಮದು (566, 654, 821, 685)
